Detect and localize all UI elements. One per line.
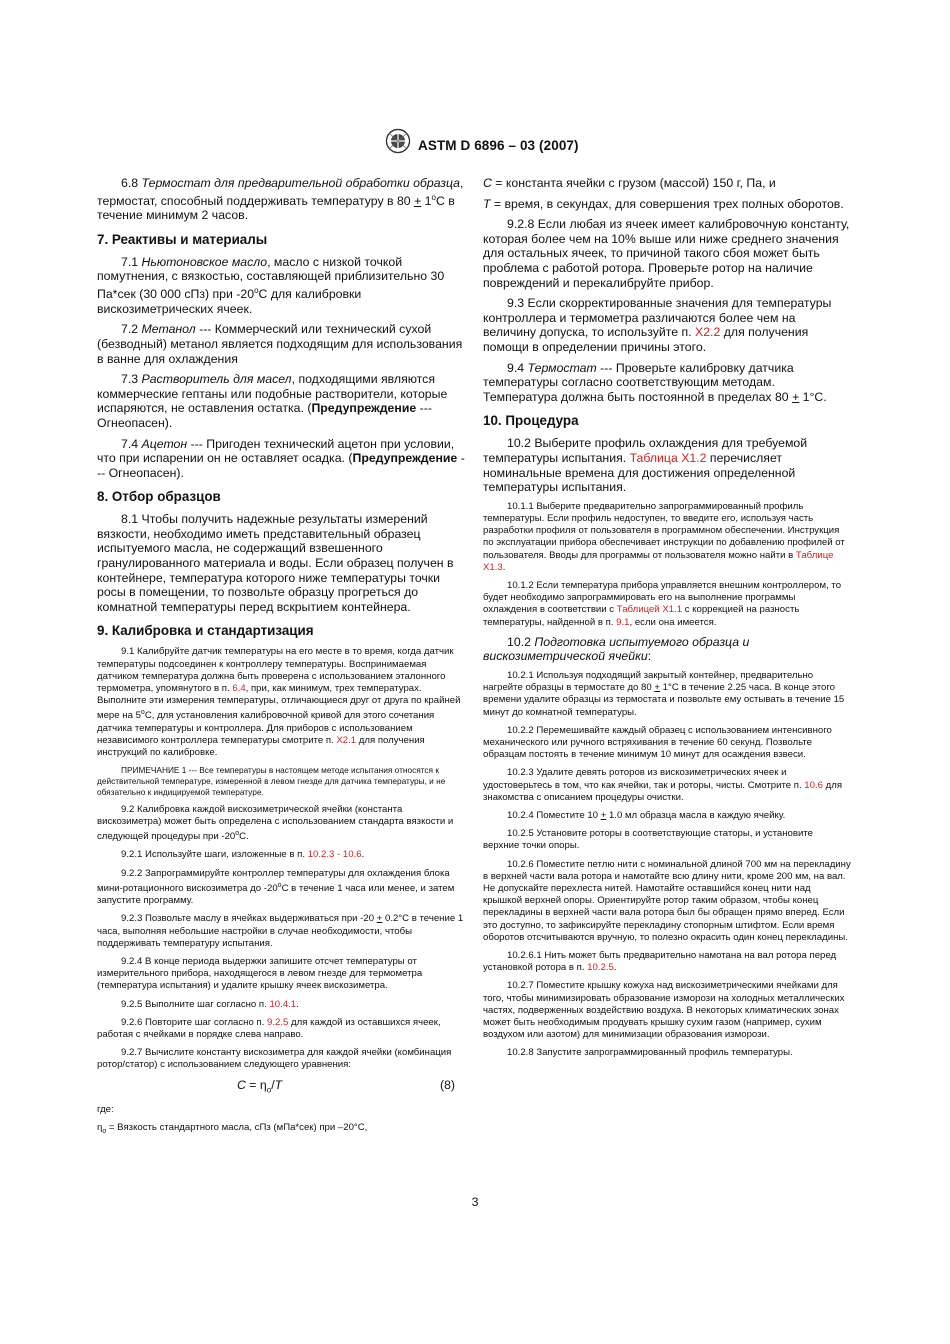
heading-9: 9. Калибровка и стандартизация — [97, 623, 314, 639]
section-10-2-3: 10.2.3 Удалите девять роторов из вискозиметрических ячеек и удостоверьтесь в том, что как ячейки, так и роторы, чисты. Смотрите п. 10.6 для знакомства с описанием процедуры очистки. — [483, 767, 843, 803]
section-7-4: 7.4 Ацетон --- Пригоден технический ацетон при условии, что при испарении он не оставляет осадка. (Предупреждение --- Огнеопасен). — [97, 436, 465, 480]
ref-6-4[interactable]: 6.4 — [232, 683, 246, 695]
c-definition: C = константа ячейки с грузом (массой) 150 г, Па, и — [483, 176, 776, 190]
section-9-2-8: 9.2.8 Если любая из ячеек имеет калибровочную константу, которая более чем на 10% выше или ниже среднего значения для остальных ячеек, то причиной такого сбоя может быть проблема с работой ротора. Проверьте ротор на наличие повреждений и перекалибруйте прибор. — [483, 217, 850, 290]
section-9-2-6: 9.2.6 Повторите шаг согласно п. 9.2.5 для каждой из оставшихся ячеек, работая с ячейками в порядке слева направо. — [97, 1016, 441, 1040]
ref-9-1[interactable]: 9.1 — [616, 616, 630, 628]
where-label: где: — [97, 1103, 114, 1115]
section-10-2-6: 10.2.6 Поместите петлю нити с номинальной длиной 700 мм на перекладину в верхней части вала ротора и намотайте всю длину нити, кроме 200 мм, на вал. Не допускайте перехлеста нитей. Намотайте оставшийся конец нити над крышкой верхней опоры. Ориентируйте ротор таким образом, чтобы конец перекладины в верхней части вала ротора был бы обращен прямо вперед. Если это доступно, то зафиксируйте перекладину стопорным штифтом. Если время оборотов отсчитываются вручную, то полезно окрасить один конец перекладины. — [483, 858, 851, 943]
ref-10-2-3[interactable]: 10.2.3 - 10.6 — [307, 849, 362, 861]
section-10-2-1: 10.2.1 Используя подходящий закрытый контейнер, предварительно нагрейте образцы в термостате до 80 + 1°C в течение 2.25 часа. В конце этого времени удалите образцы из термостата и позвольте ему остывать в течение 15 минут до комнатной температуры. — [483, 669, 845, 718]
section-10-2-6-1: 10.2.6.1 Нить может быть предварительно намотана на вал ротора перед установкой ротора в п. 10.2.5. — [483, 949, 837, 974]
section-10-2-5: 10.2.5 Установите роторы в соответствующие статоры, и установите верхние точки опоры. — [483, 828, 813, 852]
section-7-3: 7.3 Растворитель для масел, подходящими являются коммерческие гептаны или подобные растворители, которые испаряются, не оставления остатка. (Предупреждение --- Огнеопасен). — [97, 372, 448, 430]
section-9-2-4: 9.2.4 В конце периода выдержки запишите отсчет температуры от измерительного прибора, находящегося в левом гнезде для термометра (температура испытания) и удалите крышку ячеек вискозиметра. — [97, 955, 423, 992]
equation-8 — [97, 1078, 467, 1096]
equation-number: (8) — [439, 1077, 455, 1092]
section-9-2-1: 9.2.1 Используйте шаги, изложенные в п. 10.2.3 - 10.6. — [121, 849, 365, 861]
section-9-2-5: 9.2.5 Выполните шаг согласно п. 10.4.1. — [121, 998, 299, 1010]
ref-table-x1-1[interactable]: Таблицей X1.1 — [616, 604, 683, 616]
ref-9-2-5[interactable]: 9.2.5 — [267, 1016, 289, 1028]
section-6-8: 6.8 Термостат для предварительной обработки образца, термостат, способный поддерживать температуру в $80 + 1^oC$ в течение минимум 2 часов. — [97, 176, 464, 223]
section-10-2-7: 10.2.7 Поместите крышку кожуха над вискозиметрическими ячейками для того, чтобы минимизировать образование изморози на холодных металлических частях, подверженных воздействию воздуха. В некоторых климатических зонах может быть необходимым продувать крышку сухим газом (например, сухим воздухом или азотом) для минимизации образования изморози. — [483, 980, 845, 1041]
section-10-1-1: 10.1.1 Выберите предварительно запрограммированный профиль температуры. Если профиль недоступен, то введите его, используя часть разработки профиля от пользователя в программном обеспечении. Инструкция по эксплуатации прибора обеспечивает инструкции по добавлению профилей от пользователя. Вводы для программы от пользователя можно найти в Таблице X1.3. — [483, 500, 845, 573]
standard-designation: ASTM D 6896 – 03 (2007) — [418, 138, 579, 153]
heading-7: 7. Реактивы и материалы — [97, 231, 268, 247]
ref-table-x1-3[interactable]: Таблице X1.3 — [483, 549, 834, 573]
section-9-1: 9.1 Калибруйте датчик температуры на его месте в то время, когда датчик температуры подсоединен к контроллеру температуры. Воспринимаемая датчиком температура должна быть проверена с использованием эталонного термометра, упомянутого в п. 6.4, при, как минимум, трех температурах. Выполните эти измерения температуры, отличающиеся друг от друга по крайней мере на 5$^o$C, для установления калибровочной кривой для этого сочетания датчика температуры и контроллера. Для приборов с использованием независимого контроллера температуры смотрите п. X2.1 для получения инструкций по калибровке. — [97, 646, 461, 759]
section-9-2: 9.2 Калибровка каждой вискозиметрической ячейки (константа вискозиметра) может быть определена с использованием стандарта вязкости и следующей процедуры при -20$^o$C. — [97, 803, 454, 843]
section-7-2: 7.2 Метанол --- Коммерческий или технический сухой (безводный) метанол является подходящим для использования в ванне для охлаждения — [97, 322, 463, 366]
ref-table-x1-2[interactable]: Таблица X1.2 — [629, 450, 707, 465]
equation-formula: $C = \eta_o/T$ — [237, 1077, 283, 1095]
note-1: ПРИМЕЧАНИЕ 1 --- Все температуры в настоящем методе испытания относятся к действительной температуре, измеренной в левом гнезде для датчика температуры, и не обязательно к индицируемой температуре. — [97, 765, 446, 797]
section-10-2-preparation: 10.2 Подготовка испытуемого образца и вискозиметрической ячейки: — [483, 634, 750, 664]
astm-logo-icon — [384, 128, 412, 154]
section-9-2-3: 9.2.3 Позвольте маслу в ячейках выдерживаться при -20 + 0.2°C в течение 1 часа, выполняя небольшие настройки в случае необходимости, чтобы поддерживать температуру испытания. — [97, 913, 464, 949]
section-8-1: 8.1 Чтобы получить надежные результаты измерений вязкости, необходимо иметь представительный образец испытуемого масла, не содержащий взвешенного гранулированного материала и воды. Если образец получен в контейнере, температура которого ниже температуры точки росы в помещении, то позвольте образцу прогреться до комнатной температуры перед вскрытием контейнера. — [97, 512, 454, 614]
ref-10-6[interactable]: 10.6 — [804, 779, 823, 791]
section-10-2-profile: 10.2 Выберите профиль охлаждения для требуемой температуры испытания. Таблица X1.2 перечисляет номинальные времена для достижения определенной температуры испытания. — [483, 436, 808, 495]
section-9-3: 9.3 Если скорректированные значения для температуры контроллера и термометра различаются более чем на величину допуска, то используйте п. X2.2 для получения помощи в определении причины этого. — [483, 296, 832, 354]
section-9-4: 9.4 Термостат --- Проверьте калибровку датчика температуры согласно соответствующим методам. Температура должна быть постоянной в пределах 80 + 1°C. — [483, 360, 827, 404]
page-header — [0, 128, 950, 158]
heading-8: 8. Отбор образцов — [97, 489, 221, 505]
section-10-1-2: 10.1.2 Если температура прибора управляется внешним контроллером, то будет необходимо запрограммировать его на выполнение программы охлаждения в соответствии с Таблицей X1.1 с коррекцией на разность температуры, найденной в п. 9.1, если она имеется. — [483, 579, 842, 628]
section-9-2-2: 9.2.2 Запрограммируйте контроллер температуры для охлаждения блока мини-ротационного вискозиметра до -20$^o$C в течение 1 часа или менее, и затем запустите программу. — [97, 867, 455, 907]
ref-10-2-5[interactable]: 10.2.5 — [587, 962, 614, 974]
left-column — [97, 176, 467, 1144]
t-definition: T = время, в секундах, для совершения трех полных оборотов. — [483, 196, 844, 211]
ref-x2-2[interactable]: X2.2 — [695, 325, 721, 340]
ref-10-4-1[interactable]: 10.4.1 — [269, 998, 297, 1010]
section-7-1: 7.1 Ньютоновское масло, масло с низкой точкой помутнения, с вязкостью, составляющей приблизительно 30 Па*сек (30 000 сПз) при -20$^o$C для калибровки вискозиметрических ячеек. — [97, 254, 445, 316]
ref-x2-1[interactable]: X2.1 — [336, 735, 357, 747]
heading-10: 10. Процедура — [483, 413, 579, 429]
eta-definition: $\eta_o$ = Вязкость стандартного масла, сПз (мПа*сек) при –20°C, — [97, 1121, 368, 1135]
section-9-2-7: 9.2.7 Вычислите константу вискозиметра для каждой ячейки (комбинация ротор/статор) с использованием следующего уравнения: — [97, 1047, 452, 1071]
page-number: 3 — [471, 1195, 479, 1209]
section-10-2-2: 10.2.2 Перемешивайте каждый образец с использованием интенсивного механического или ручного встряхивания в течение 60 секунд. Позвольте образцам постоять в течение минимум 10 минут для осаждения взвеси. — [483, 724, 832, 761]
right-column — [483, 176, 851, 1066]
section-10-2-4: 10.2.4 Поместите 10 + 1.0 мл образца масла в каждую ячейку. — [507, 809, 786, 821]
section-10-2-8: 10.2.8 Запустите запрограммированный профиль температуры. — [507, 1047, 793, 1059]
